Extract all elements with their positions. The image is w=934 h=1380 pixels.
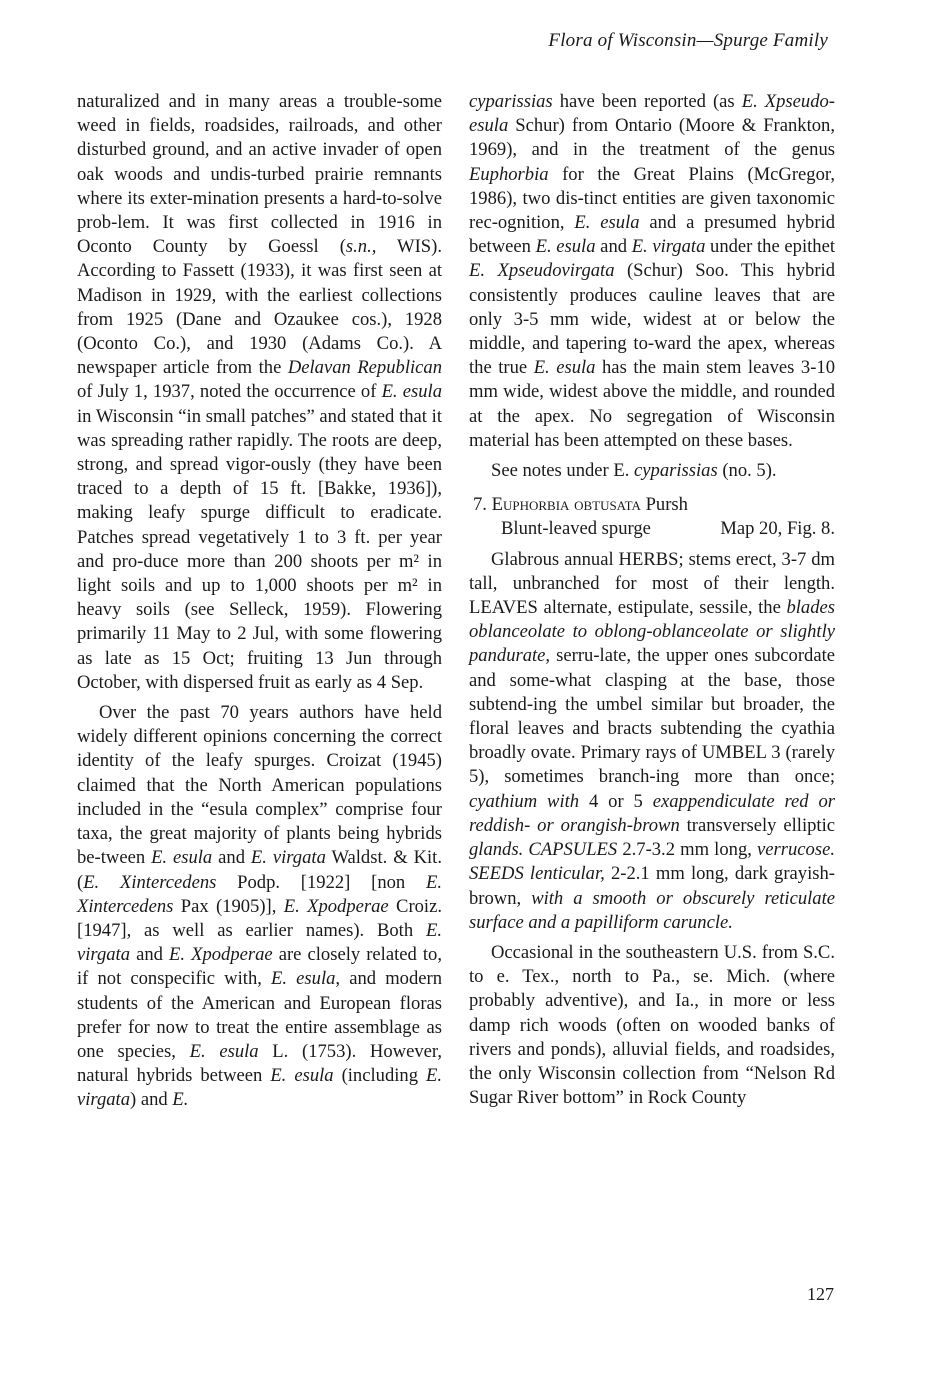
italic-span: E. esula [151, 847, 213, 869]
species-common-name: Blunt-leaved spurge [501, 518, 651, 540]
text-span: has the main stem leaves 3-10 mm wide, widest above the middle, and rounded at the apex. No segregation of Wisconsin material has been attempted on these bases. [469, 357, 836, 451]
text-span: and [595, 236, 632, 258]
species-heading-name-line [469, 493, 835, 517]
text-span: 2.7-3.2 mm long, [617, 839, 758, 861]
italic-span: E. Xintercedens [77, 871, 442, 917]
text-span: (no. 5). [717, 460, 777, 482]
text-span: ) and [130, 1089, 173, 1111]
text-span: Occasional in the southeastern U.S. from S.C. to e. Tex., north to Pa., se. Mich. (where probably adventive), and Ia., in more or less damp rich woods (often on wooded banks of rivers and ponds), alluvial fields, and roadsides, the only Wisconsin collection from “Nelson Rd Sugar River bottom” in Rock County [469, 941, 835, 1109]
italic-span: cyathium with [469, 790, 580, 812]
text-span: See notes under E. [491, 460, 635, 482]
italic-span: exappendiculate red or reddish- or orangish-brown [469, 790, 836, 836]
text-span: have been reported (as [552, 91, 742, 112]
italic-span: E. virgata [631, 236, 706, 258]
italic-span: E. esula [189, 1040, 259, 1062]
text-span: Schur) from Ontario (Moore & Frankton, 1969), and in the treatment of the genus [469, 115, 835, 161]
paragraph-description [469, 548, 835, 935]
italic-span: E. Xpodperae [283, 895, 389, 917]
italic-span: cyparissias [469, 91, 553, 112]
right-column [469, 90, 835, 1110]
species-heading [469, 493, 835, 541]
text-span: Podp. [1922] [non [216, 871, 426, 893]
italic-span: E. esula [535, 236, 596, 258]
text-span: 4 or 5 [579, 790, 653, 812]
running-head: Flora of Wisconsin—Spurge Family [548, 30, 828, 51]
italic-span: Delavan Republican [287, 357, 442, 379]
text-span: for the Great Plains (McGregor, 1986), two dis-tinct entities are given taxonomic rec-ognition, [469, 163, 835, 234]
italic-span: E. Xpodperae [169, 944, 273, 966]
italic-span: blades oblanceolate to oblong-oblanceolate or slightly pandurate, [469, 597, 835, 667]
species-number: 7. [473, 494, 487, 516]
text-span: of July 1, 1937, noted the occurrence of [77, 381, 382, 403]
text-span: (including [333, 1065, 426, 1087]
paragraph-distribution [469, 941, 835, 1110]
italic-span: E. esula [533, 357, 596, 379]
text-span: naturalized and in many areas a trouble-some weed in fields, roadsides, railroads, and other disturbed ground, and an active invader of open oak woods and undis-turbed prairie remnants where its exter-mination presents a hard-to-solve prob-lem. It was first collected in 1916 in Oconto County by Goessl ( [77, 91, 442, 258]
text-span: Glabrous annual HERBS; stems erect, 3-7 dm tall, unbranched for most of their length. LEAVES alternate, estipulate, sessile, the [469, 548, 835, 619]
text-span: and [212, 847, 251, 869]
italic-span: E. Xpseudovirgata [469, 260, 615, 282]
italic-span: glands. CAPSULES [469, 839, 618, 861]
italic-span: cyparissias [634, 460, 718, 482]
paragraph-leafy-spurge-history [77, 90, 442, 695]
text-span: transversely elliptic [679, 814, 835, 836]
italic-span: E. [172, 1089, 189, 1111]
italic-span: with a smooth or obscurely reticulate surface and a papilliform caruncle. [469, 887, 836, 933]
italic-span: verrucose. SEEDS lenticular, [469, 839, 835, 885]
text-span: Pax (1905)], [173, 895, 284, 917]
text-span: serru-late, the upper ones subcordate and some-what clasping at the base, those subtend-ing the umbel similar but broader, the floral leaves and bracts subtending the cyathia broadly ovate. Primary rays of UMBEL 3 (rarely 5), sometimes branch-ing more than once; [469, 645, 835, 788]
page-number: 127 [807, 1284, 834, 1304]
italic-span: E. esula, [271, 968, 341, 990]
italic-span: Euphorbia [469, 163, 549, 185]
italic-span: E. Xintercedens [83, 871, 217, 893]
italic-span: E. Xpseudo-esula [469, 91, 835, 137]
species-author: Pursh [645, 494, 688, 516]
text-span: Croiz. [1947], as well as earlier names). Both [77, 895, 442, 941]
text-span: are closely related to, if not conspecific with, [77, 944, 442, 990]
italic-span: s.n., [345, 236, 377, 258]
text-span: in Wisconsin “in small patches” and stated that it was spreading rather rapidly. The roots are deep, strong, and spread vigor-ously (they have been traced to a depth of 15 ft. [Bakke, 1936]), making leafy spurge difficult to eradicate. Patches spread vegetatively 1 to 3 ft. per year and pro-duce more than 200 shoots per m² in light soils and up to 1,000 shoots per m² in heavy soils (see Selleck, 1959). Flowering primarily 11 May to 2 Jul, with some flowering as late as 15 Oct; fruiting 13 Jun through October, with dispersed fruit as early as 4 Sep. [77, 405, 442, 693]
paragraph-see-notes [469, 459, 835, 483]
text-span: under the epithet [705, 236, 835, 258]
text-span: (Schur) Soo. This hybrid consistently produces cauline leaves that are only 3-5 mm wide, widest at or below the middle, and tapering to-ward the apex, whereas the true [469, 260, 835, 379]
text-span: and [130, 944, 170, 966]
italic-span: E. virgata [250, 847, 326, 869]
text-span: and a presumed hybrid between [469, 212, 835, 258]
text-span: Waldst. & Kit. ( [77, 847, 442, 893]
italic-span: E. virgata [77, 1065, 442, 1111]
species-name: Euphorbia obtusata [491, 494, 641, 516]
species-refs: Map 20, Fig. 8. [720, 518, 835, 540]
species-heading-common-line [469, 517, 835, 541]
text-span: L. (1753). However, natural hybrids between [77, 1040, 442, 1087]
italic-span: E. esula [574, 212, 640, 234]
text-span: and modern students of the American and European floras prefer for now to treat the entire assemblage as one species, [77, 968, 442, 1062]
italic-span: E. virgata [77, 919, 442, 966]
paragraph-hybrids [469, 90, 835, 453]
text-span: WIS). According to Fassett (1933), it was first seen at Madison in 1929, with the earliest collections from 1925 (Dane and Ozaukee cos.), 1928 (Oconto Co.), and 1930 (Adams Co.). A newspaper article from the [77, 236, 442, 379]
italic-span: E. esula [270, 1065, 334, 1087]
text-span: 2-2.1 mm long, dark grayish-brown, [469, 863, 835, 909]
italic-span: E. esula [381, 381, 442, 403]
paragraph-taxonomy-opinions [77, 701, 442, 1112]
left-column [77, 90, 442, 1113]
text-span: Over the past 70 years authors have held widely different opinions concerning the correct identity of the leafy spurges. Croizat (1945) claimed that the North American populations included in the “esula complex” comprise four taxa, the great majority of plants being hybrids be-tween [77, 702, 442, 869]
